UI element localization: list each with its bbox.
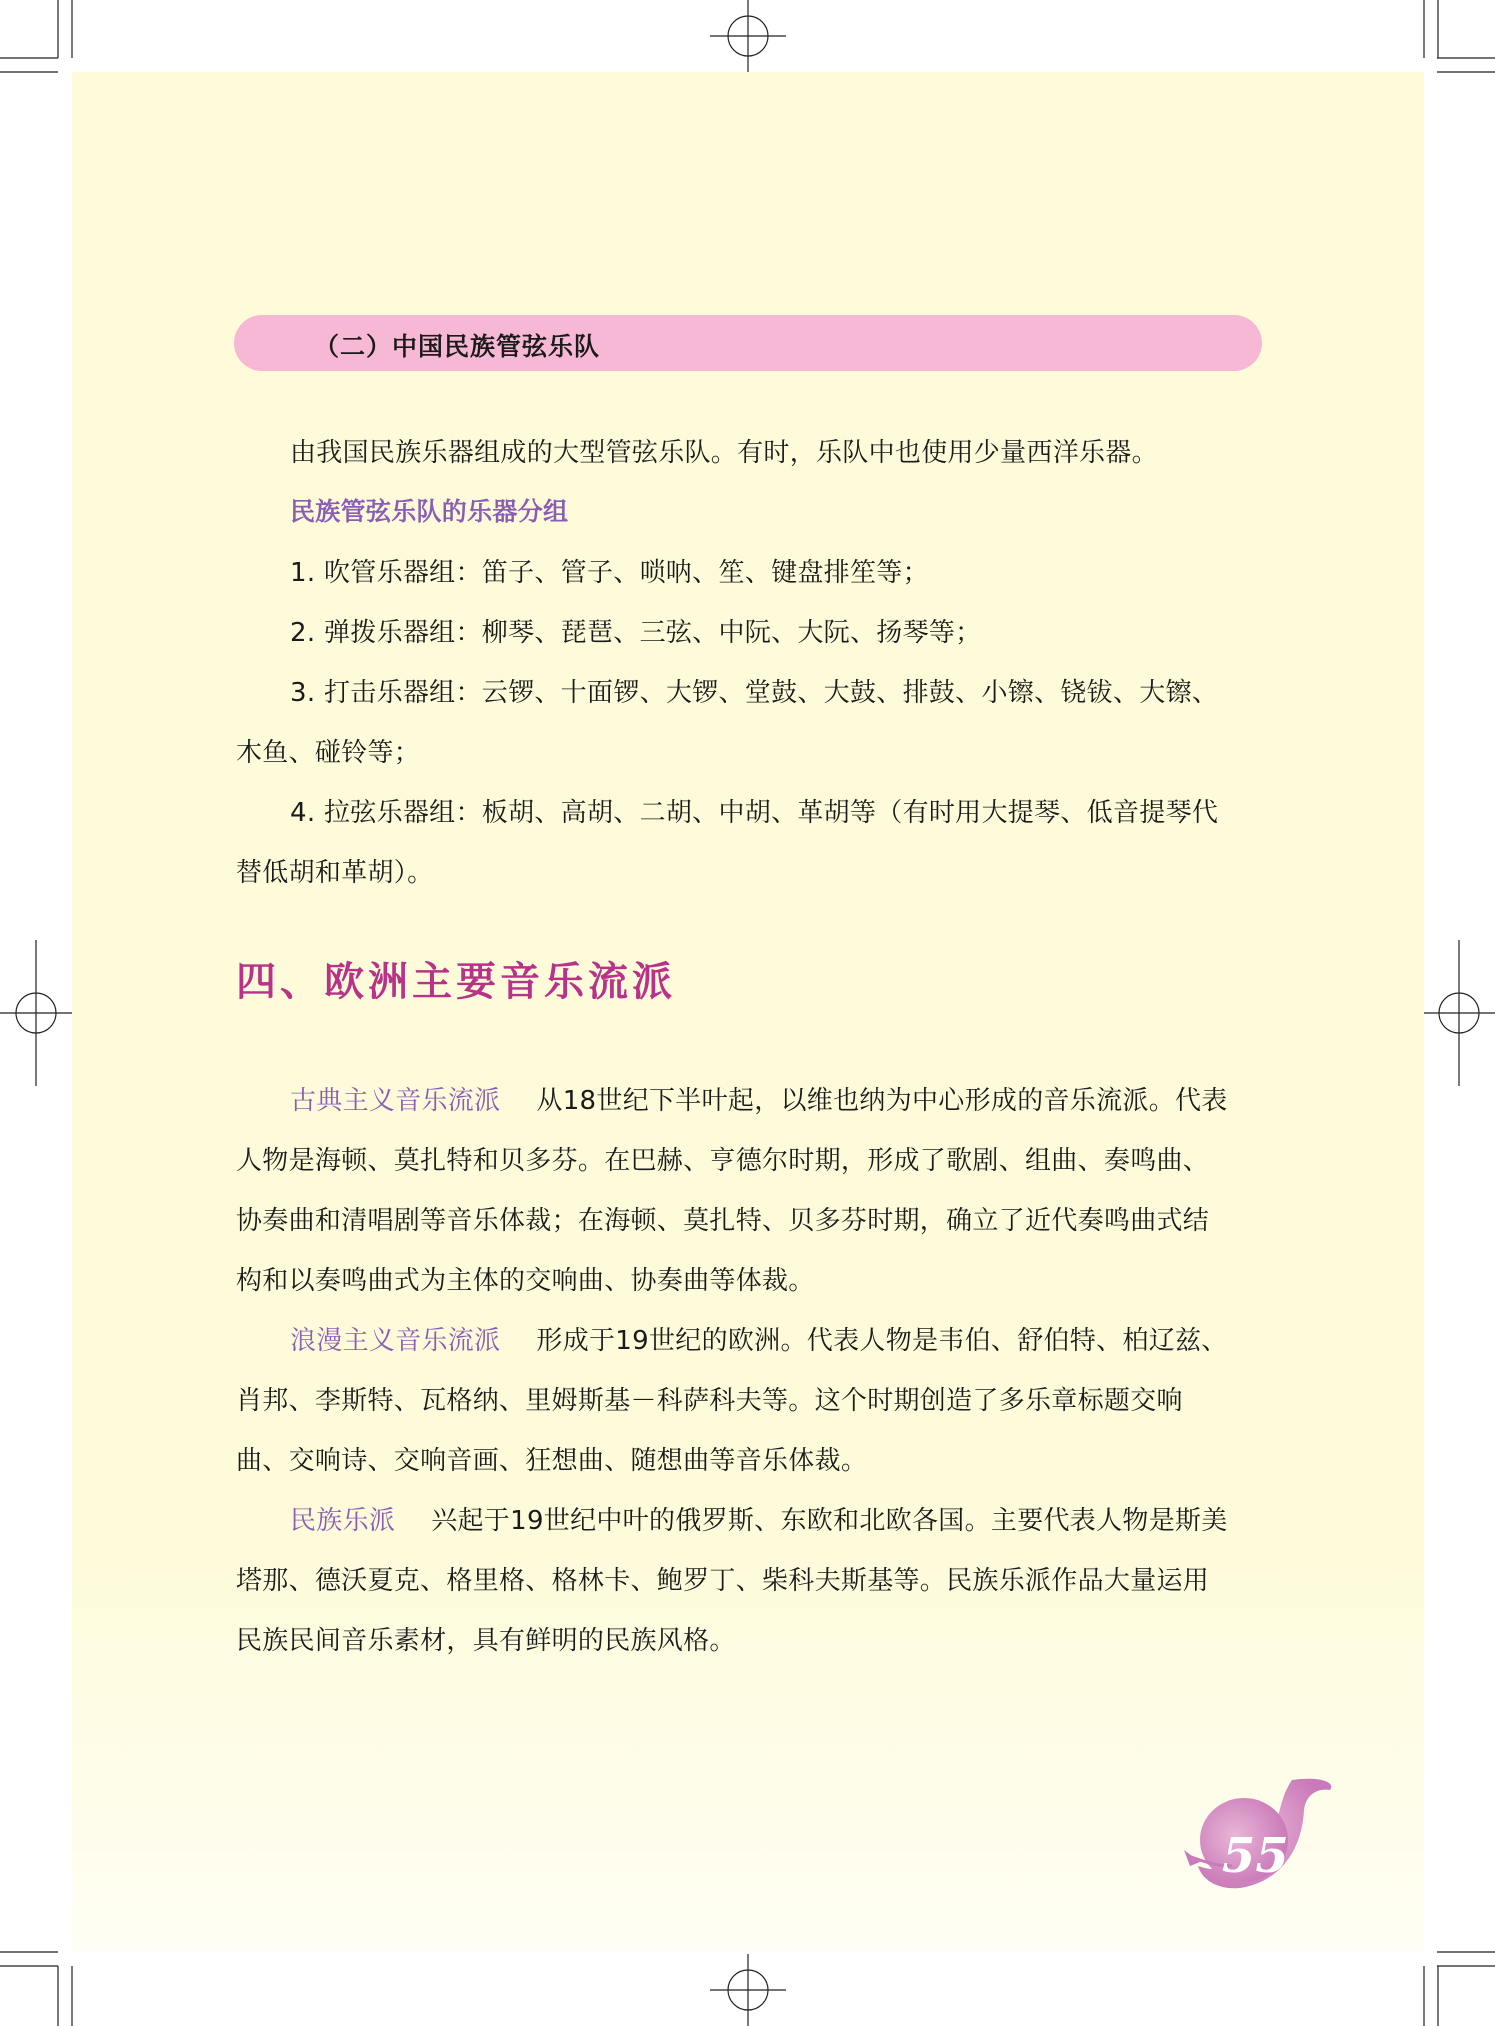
classical-text: 从18世纪下半叶起，以维也纳为中心形成的音乐流派。代表 bbox=[536, 1086, 1228, 1116]
classical-line-1 bbox=[290, 1080, 1228, 1117]
chapter-heading: 四、欧洲主要音乐流派 bbox=[236, 959, 676, 1005]
national-text: 兴起于19世纪中叶的俄罗斯、东欧和北欧各国。主要代表人物是斯美 bbox=[431, 1506, 1228, 1536]
national-line-1 bbox=[290, 1500, 1228, 1537]
national-term: 民族乐派 bbox=[290, 1506, 396, 1536]
group-item-3: 3. 打击乐器组：云锣、十面锣、大锣、堂鼓、大鼓、排鼓、小镲、铙钹、大镲、 bbox=[290, 678, 1219, 708]
grouping-title: 民族管弦乐队的乐器分组 bbox=[290, 497, 569, 526]
intro-paragraph: 由我国民族乐器组成的大型管弦乐队。有时，乐队中也使用少量西洋乐器。 bbox=[290, 438, 1158, 468]
romantic-line-2: 肖邦、李斯特、瓦格纳、里姆斯基－科萨科夫等。这个时期创造了多乐章标题交响 bbox=[236, 1386, 1183, 1416]
group-item-3-cont: 木鱼、碰铃等； bbox=[236, 738, 421, 768]
section-header-bar bbox=[234, 315, 1262, 371]
page-number: 55 bbox=[1222, 1828, 1289, 1884]
group-item-4-cont: 替低胡和革胡）。 bbox=[236, 858, 434, 888]
romantic-line-3: 曲、交响诗、交响音画、狂想曲、随想曲等音乐体裁。 bbox=[236, 1446, 868, 1476]
group-item-1: 1. 吹管乐器组：笛子、管子、唢呐、笙、键盘排笙等； bbox=[290, 558, 929, 588]
romantic-term: 浪漫主义音乐流派 bbox=[290, 1326, 501, 1356]
group-item-4: 4. 拉弦乐器组：板胡、高胡、二胡、中胡、革胡等（有时用大提琴、低音提琴代 bbox=[290, 798, 1219, 828]
classical-line-3: 协奏曲和清唱剧等音乐体裁；在海顿、莫扎特、贝多芬时期，确立了近代奏鸣曲式结 bbox=[236, 1206, 1210, 1236]
national-line-2: 塔那、德沃夏克、格里格、格林卡、鲍罗丁、柴科夫斯基等。民族乐派作品大量运用 bbox=[236, 1566, 1210, 1596]
classical-term: 古典主义音乐流派 bbox=[290, 1086, 501, 1116]
classical-line-2: 人物是海顿、莫扎特和贝多芬。在巴赫、亨德尔时期，形成了歌剧、组曲、奏鸣曲、 bbox=[236, 1146, 1210, 1176]
romantic-line-1 bbox=[290, 1320, 1228, 1357]
group-item-2: 2. 弹拨乐器组：柳琴、琵琶、三弦、中阮、大阮、扬琴等； bbox=[290, 618, 982, 648]
national-line-3: 民族民间音乐素材，具有鲜明的民族风格。 bbox=[236, 1626, 736, 1656]
section-title: （二）中国民族管弦乐队 bbox=[314, 332, 601, 361]
classical-line-4: 构和以奏鸣曲式为主体的交响曲、协奏曲等体裁。 bbox=[236, 1266, 815, 1296]
romantic-text: 形成于19世纪的欧洲。代表人物是韦伯、舒伯特、柏辽兹、 bbox=[536, 1326, 1228, 1356]
